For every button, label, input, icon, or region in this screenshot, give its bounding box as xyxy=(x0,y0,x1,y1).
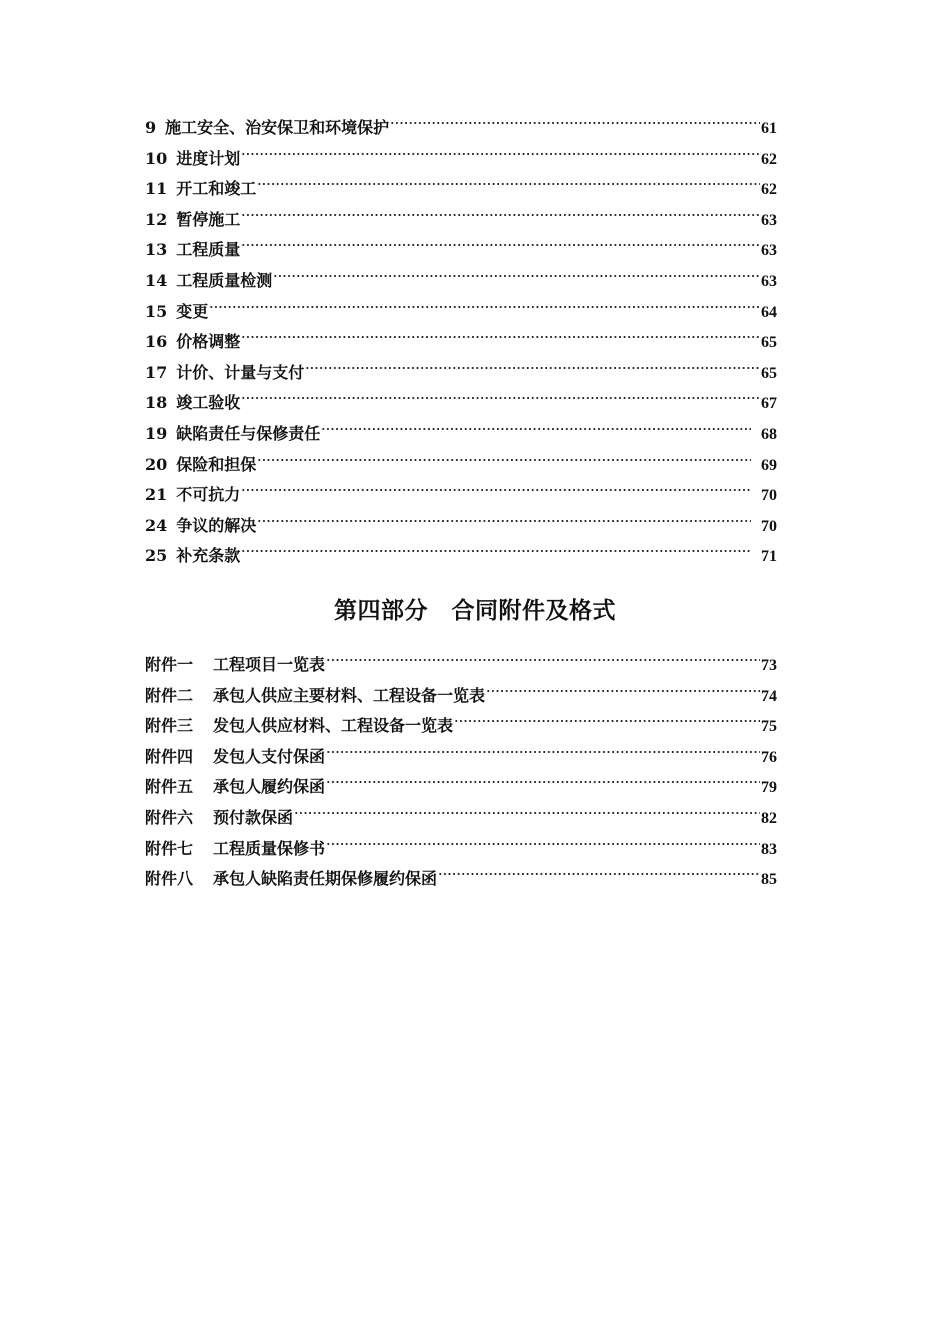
toc-entry[interactable] xyxy=(145,174,777,205)
toc-entry-title: 进度计划 xyxy=(176,148,241,168)
toc-entry-number: 9 xyxy=(145,118,157,137)
toc-entry-number: 附件六 xyxy=(145,807,194,827)
toc-entry-number: 19 xyxy=(145,423,168,443)
toc-entry-title: 缺陷责任与保修责任 xyxy=(176,423,321,443)
toc-entry[interactable] xyxy=(145,450,777,481)
toc-entry-page: 67 xyxy=(761,395,777,413)
toc-entry-page: 62 xyxy=(761,150,777,168)
toc-entry-title: 价格调整 xyxy=(176,332,241,352)
toc-entry[interactable] xyxy=(145,650,777,681)
toc-entry-number: 13 xyxy=(145,240,168,260)
toc-dot-leader xyxy=(209,301,760,313)
toc-entry-title: 承包人履约保函 xyxy=(213,777,326,797)
toc-entry-number: 附件七 xyxy=(145,838,194,858)
toc-entry[interactable] xyxy=(145,297,777,328)
toc-entry-title: 暂停施工 xyxy=(176,209,241,229)
toc-dot-leader xyxy=(241,209,760,221)
toc-dot-leader xyxy=(390,117,760,129)
toc-entry[interactable] xyxy=(145,144,777,175)
toc-entry-page: 85 xyxy=(761,871,777,889)
toc-entry-title: 开工和竣工 xyxy=(176,179,257,199)
toc-entry[interactable] xyxy=(145,681,777,712)
toc-entry-title: 承包人供应主要材料、工程设备一览表 xyxy=(213,685,486,705)
toc-entry-number: 21 xyxy=(145,485,168,505)
toc-dot-leader xyxy=(438,868,760,880)
toc-entry-title: 预付款保函 xyxy=(213,807,294,827)
toc-entry-number: 24 xyxy=(145,515,168,535)
toc-entry[interactable] xyxy=(145,327,777,358)
toc-dot-leader xyxy=(294,807,760,819)
toc-dot-leader xyxy=(241,392,760,404)
toc-dot-leader xyxy=(326,776,760,788)
toc-entry-page: 70 xyxy=(761,517,777,535)
toc-entry-number: 17 xyxy=(145,362,168,382)
toc-dot-leader xyxy=(273,270,760,282)
toc-entry[interactable] xyxy=(145,358,777,389)
toc-entry-page: 65 xyxy=(761,334,777,352)
toc-entry-page: 73 xyxy=(761,657,777,674)
toc-entry[interactable] xyxy=(145,235,777,266)
toc-entry-title: 工程质量检测 xyxy=(176,270,273,290)
toc-entry[interactable] xyxy=(145,113,777,144)
toc-entry-title: 变更 xyxy=(176,301,209,321)
section-heading: 第四部分 合同附件及格式 xyxy=(334,598,616,624)
toc-entry[interactable] xyxy=(145,742,777,773)
toc-entry-title: 发包人供应材料、工程设备一览表 xyxy=(213,716,454,736)
toc-dot-leader xyxy=(241,331,760,343)
toc-entry-page: 75 xyxy=(761,718,777,736)
toc-entry-page: 64 xyxy=(761,303,777,321)
toc-entry-title: 工程质量 xyxy=(176,240,241,260)
toc-entry[interactable] xyxy=(145,834,777,865)
toc-dot-leader xyxy=(305,362,760,374)
toc-entry-page: 83 xyxy=(761,840,777,858)
toc-entry-number: 11 xyxy=(145,179,168,199)
toc-entry-title: 承包人缺陷责任期保修履约保函 xyxy=(213,869,438,889)
toc-entry[interactable] xyxy=(145,864,777,895)
toc-entry-number: 10 xyxy=(145,148,168,168)
toc-dot-leader xyxy=(257,178,760,190)
toc-entry[interactable] xyxy=(145,511,777,542)
toc-entry-title: 补充条款 xyxy=(176,546,241,566)
toc-entry[interactable] xyxy=(145,803,777,834)
toc-entry-number: 附件八 xyxy=(145,869,194,889)
toc-entry-page: 63 xyxy=(761,211,777,229)
toc-clauses xyxy=(145,113,777,572)
toc-entry-number: 18 xyxy=(145,393,168,413)
toc-entry-page: 71 xyxy=(761,548,777,566)
toc-entry-number: 20 xyxy=(145,454,168,474)
toc-dot-leader xyxy=(241,148,760,160)
toc-entry-page: 79 xyxy=(761,779,777,797)
toc-entry-number: 25 xyxy=(145,546,168,566)
toc-entry-page: 61 xyxy=(761,120,777,137)
toc-entry-page: 63 xyxy=(761,242,777,260)
toc-entry-page: 82 xyxy=(761,809,777,827)
toc-dot-leader xyxy=(326,838,760,850)
toc-entry-page: 76 xyxy=(761,748,777,766)
toc-dot-leader xyxy=(454,715,760,727)
toc-entry-page: 69 xyxy=(761,456,777,474)
toc-entry-page: 65 xyxy=(761,364,777,382)
toc-entry-page: 63 xyxy=(761,272,777,290)
toc-dot-leader xyxy=(321,423,751,435)
toc-entry-title: 工程质量保修书 xyxy=(213,838,326,858)
toc-entry-number: 15 xyxy=(145,301,168,321)
toc-entry-title: 发包人支付保函 xyxy=(213,746,326,766)
toc-entry-title: 施工安全、治安保卫和环境保护 xyxy=(165,118,390,137)
toc-dot-leader xyxy=(326,746,760,758)
toc-entry-title: 计价、计量与支付 xyxy=(176,362,305,382)
toc-entry[interactable] xyxy=(145,480,777,511)
toc-entry-number: 附件一 xyxy=(145,655,194,674)
toc-appendices xyxy=(145,650,777,895)
toc-dot-leader xyxy=(241,239,760,251)
toc-entry[interactable] xyxy=(145,205,777,236)
toc-entry[interactable] xyxy=(145,772,777,803)
toc-entry-number: 12 xyxy=(145,209,168,229)
toc-entry-title: 竣工验收 xyxy=(176,393,241,413)
toc-entry-title: 工程项目一览表 xyxy=(213,655,326,674)
toc-dot-leader xyxy=(486,685,760,697)
toc-entry-number: 附件四 xyxy=(145,746,194,766)
toc-entry-title: 争议的解决 xyxy=(176,515,257,535)
toc-entry-number: 16 xyxy=(145,332,168,352)
toc-entry-title: 不可抗力 xyxy=(176,485,241,505)
toc-entry[interactable] xyxy=(145,266,777,297)
toc-entry-number: 14 xyxy=(145,270,168,290)
toc-entry-title: 保险和担保 xyxy=(176,454,257,474)
toc-entry-number: 附件五 xyxy=(145,777,194,797)
toc-dot-leader xyxy=(241,484,751,496)
toc-entry-page: 68 xyxy=(761,425,777,443)
toc-entry-page: 74 xyxy=(761,687,777,705)
toc-entry-page: 62 xyxy=(761,181,777,199)
toc-entry[interactable] xyxy=(145,388,777,419)
toc-dot-leader xyxy=(326,654,760,666)
toc-entry-page: 70 xyxy=(761,487,777,505)
toc-entry-number: 附件二 xyxy=(145,685,194,705)
toc-dot-leader xyxy=(257,515,751,527)
toc-entry[interactable] xyxy=(145,711,777,742)
toc-entry[interactable] xyxy=(145,419,777,450)
toc-entry-number: 附件三 xyxy=(145,716,194,736)
toc-dot-leader xyxy=(257,454,751,466)
toc-dot-leader xyxy=(241,545,751,557)
toc-entry[interactable] xyxy=(145,541,777,572)
